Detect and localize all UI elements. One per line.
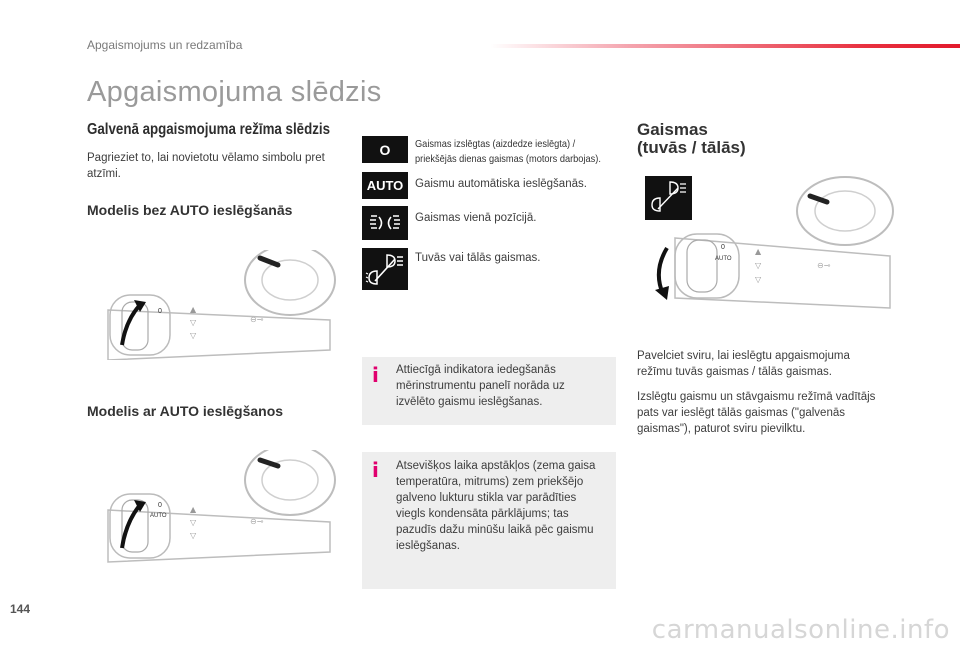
svg-text:0: 0 bbox=[721, 244, 725, 251]
info-condensation-line5: pazudīs dažu minūšu laikā pēc gaismu bbox=[396, 524, 594, 536]
svg-text:▲: ▲ bbox=[190, 505, 197, 514]
stalk-illustration-no-auto bbox=[100, 250, 340, 360]
svg-text:▽: ▽ bbox=[755, 275, 762, 284]
mode-off-text-line2: priekšējās dienas gaismas (motors darbojas). bbox=[415, 153, 601, 165]
svg-text:0: 0 bbox=[158, 502, 162, 509]
mode-sidelights-text: Gaismas vienā pozīcijā. bbox=[415, 212, 537, 224]
beam-heading-line1: Gaismas bbox=[637, 120, 708, 139]
mode-beam-text: Tuvās vai tālās gaismas. bbox=[415, 252, 541, 264]
sidelights-icon bbox=[362, 206, 408, 240]
svg-text:▽: ▽ bbox=[755, 261, 762, 270]
info-box-indicator bbox=[362, 357, 616, 425]
beam-para2-line1: Izslēgtu gaismu un stāvgaismu režīmā vadītājs bbox=[637, 391, 876, 403]
svg-text:⊖⊸: ⊖⊸ bbox=[817, 261, 831, 270]
info-condensation-line6: ieslēgšanas. bbox=[396, 540, 460, 552]
model-with-auto-heading: Modelis ar AUTO ieslēgšanos bbox=[87, 403, 284, 419]
svg-text:AUTO: AUTO bbox=[150, 513, 167, 519]
info-box-condensation bbox=[362, 452, 616, 589]
lights-off-icon: O bbox=[362, 136, 408, 163]
info-indicator-line2: mērinstrumentu panelī norāda uz bbox=[396, 380, 565, 392]
mode-auto-text: Gaismu automātiska ieslēgšanās. bbox=[415, 178, 587, 190]
info-condensation-line1: Atsevišķos laika apstākļos (zema gaisa bbox=[396, 460, 596, 472]
svg-text:0: 0 bbox=[158, 308, 162, 315]
intro-text: Pagrieziet to, lai novietotu vēlamo simbolu pret atzīmi. bbox=[87, 152, 325, 180]
svg-text:⊖⊸: ⊖⊸ bbox=[250, 315, 264, 324]
page-title: Apgaismojuma slēdzis bbox=[87, 76, 382, 108]
header-accent-bar bbox=[490, 44, 960, 48]
info-condensation-line4: viegls kondensāta pārklājums; tas bbox=[396, 508, 569, 520]
dipped-main-beam-icon bbox=[362, 248, 408, 290]
info-condensation-line3: galveno lukturu stikla var parādīties bbox=[396, 492, 577, 504]
watermark: carmanualsonline.info bbox=[651, 615, 950, 645]
stalk-illustration-beam bbox=[645, 176, 895, 311]
page-number: 144 bbox=[10, 602, 31, 616]
svg-text:▲: ▲ bbox=[755, 247, 762, 256]
auto-lights-icon: AUTO bbox=[362, 172, 408, 199]
section-heading: Galvenā apgaismojuma režīma slēdzis bbox=[87, 121, 331, 138]
beam-para1-line1: Pavelciet sviru, lai ieslēgtu apgaismojuma bbox=[637, 350, 850, 362]
beam-para1-line2: režīmu tuvās gaismas / tālās gaismas. bbox=[637, 366, 832, 378]
svg-text:▽: ▽ bbox=[190, 318, 197, 327]
info-indicator-line1: Attiecīgā indikatora iedegšanās bbox=[396, 364, 556, 376]
beam-para2-line3: gaismas"), paturot sviru pievilktu. bbox=[637, 423, 806, 435]
info-condensation-line2: temperatūra, mitrums) zem priekšējo bbox=[396, 476, 584, 488]
svg-text:▲: ▲ bbox=[190, 305, 197, 314]
svg-text:AUTO: AUTO bbox=[715, 256, 732, 262]
info-indicator-line3: izvēlēto gaismu ieslēgšanas. bbox=[396, 396, 543, 408]
beam-heading-line2: (tuvās / tālās) bbox=[637, 138, 746, 157]
info-icon: i bbox=[372, 458, 379, 482]
header-section-title: Apgaismojums un redzamība bbox=[87, 38, 243, 52]
svg-text:▽: ▽ bbox=[190, 331, 197, 340]
info-icon: i bbox=[372, 363, 379, 387]
svg-text:⊖⊸: ⊖⊸ bbox=[250, 517, 264, 526]
svg-text:▽: ▽ bbox=[190, 518, 197, 527]
model-without-auto-heading: Modelis bez AUTO ieslēgšanās bbox=[87, 202, 293, 218]
stalk-illustration-auto bbox=[100, 450, 340, 565]
svg-text:▽: ▽ bbox=[190, 531, 197, 540]
beam-para2-line2: pats var ieslēgt tālās gaismas ("galvenās bbox=[637, 407, 845, 419]
mode-off-text-line1: Gaismas izslēgtas (aizdedze ieslēgta) / bbox=[415, 138, 576, 150]
